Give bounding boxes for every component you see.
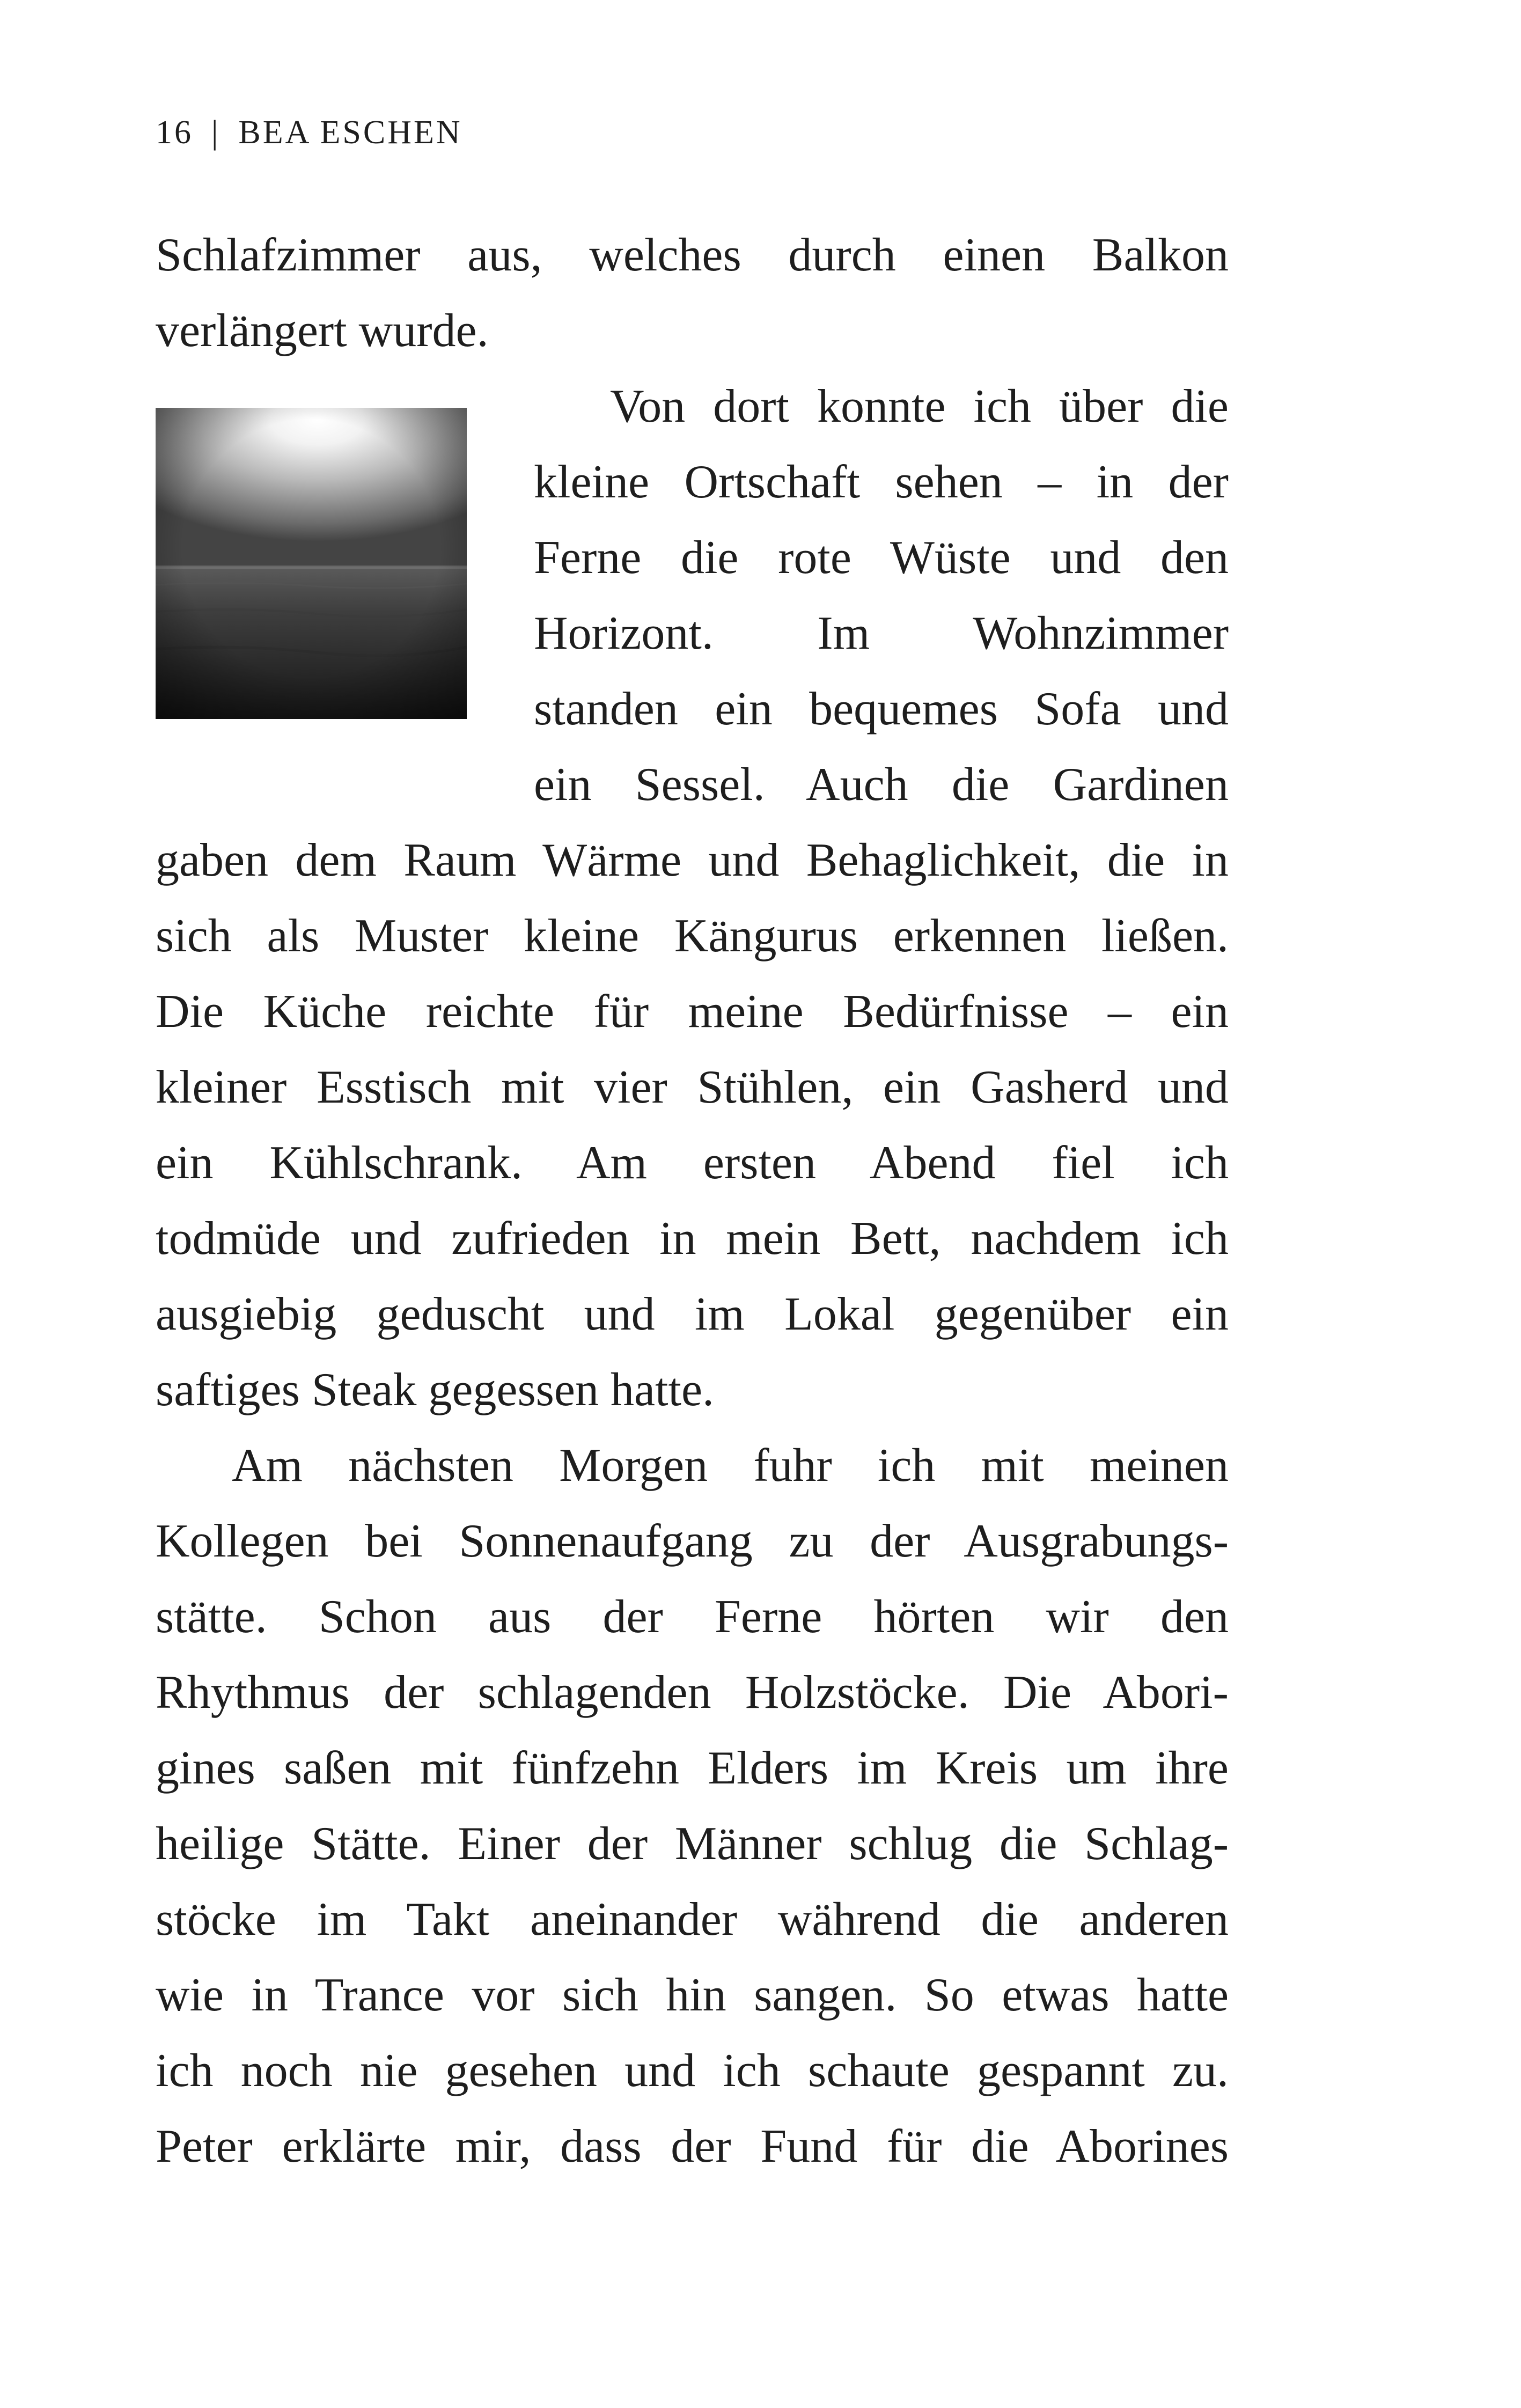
running-head — [156, 116, 462, 149]
text-line: ein Kühlschrank. Am ersten Abend fiel ich — [156, 1137, 1229, 1189]
text-line: gines saßen mit fünfzehn Elders im Kreis um ihre — [156, 1742, 1229, 1794]
body-text — [156, 217, 1229, 2184]
page-number: 16 — [156, 114, 193, 151]
text-line: saftiges Steak gegessen hatte. — [156, 1364, 715, 1416]
text-line: ich noch nie gesehen und ich schaute gespannt zu. — [156, 2045, 1229, 2097]
text-line: Peter erklärte mir, dass der Fund für die Aborines — [156, 2120, 1229, 2172]
text-line: gaben dem Raum Wärme und Behaglichkeit, die in — [156, 834, 1229, 886]
text-line: verlängert wurde. — [156, 305, 489, 357]
text-line: standen ein bequemes Sofa und — [534, 683, 1229, 735]
text-line: stätte. Schon aus der Ferne hörten wir den — [156, 1591, 1229, 1643]
text-line: Schlafzimmer aus, welches durch einen Balkon — [156, 229, 1229, 281]
text-line: todmüde und zufrieden in mein Bett, nachdem ich — [156, 1213, 1229, 1265]
text-line: stöcke im Takt aneinander während die anderen — [156, 1893, 1229, 1946]
text-line: Horizont. Im Wohnzimmer — [534, 607, 1229, 659]
text-line: kleine Ortschaft sehen – in der — [534, 456, 1229, 508]
text-line: Ferne die rote Wüste und den — [534, 532, 1229, 584]
text-line: Von dort konnte ich über die — [610, 380, 1229, 432]
text-line: Die Küche reichte für meine Bedürfnisse – ein — [156, 986, 1229, 1038]
text-line: Kollegen bei Sonnenaufgang zu der Ausgrabungs- — [156, 1515, 1229, 1567]
text-line: Am nächsten Morgen fuhr ich mit meinen — [232, 1440, 1229, 1492]
text-line: ein Sessel. Auch die Gardinen — [534, 759, 1229, 811]
author-name: BEA ESCHEN — [238, 114, 462, 151]
text-line: heilige Stätte. Einer der Männer schlug die Schlag- — [156, 1818, 1229, 1870]
text-line: kleiner Esstisch mit vier Stühlen, ein Gasherd und — [156, 1061, 1229, 1113]
text-line: wie in Trance vor sich hin sangen. So etwas hatte — [156, 1969, 1229, 2021]
text-line: sich als Muster kleine Kängurus erkennen ließen. — [156, 910, 1229, 962]
text-line: Rhythmus der schlagenden Holzstöcke. Die Abori- — [156, 1666, 1229, 1719]
header-separator: | — [211, 114, 221, 151]
text-line: ausgiebig geduscht und im Lokal gegenüber ein — [156, 1288, 1229, 1340]
